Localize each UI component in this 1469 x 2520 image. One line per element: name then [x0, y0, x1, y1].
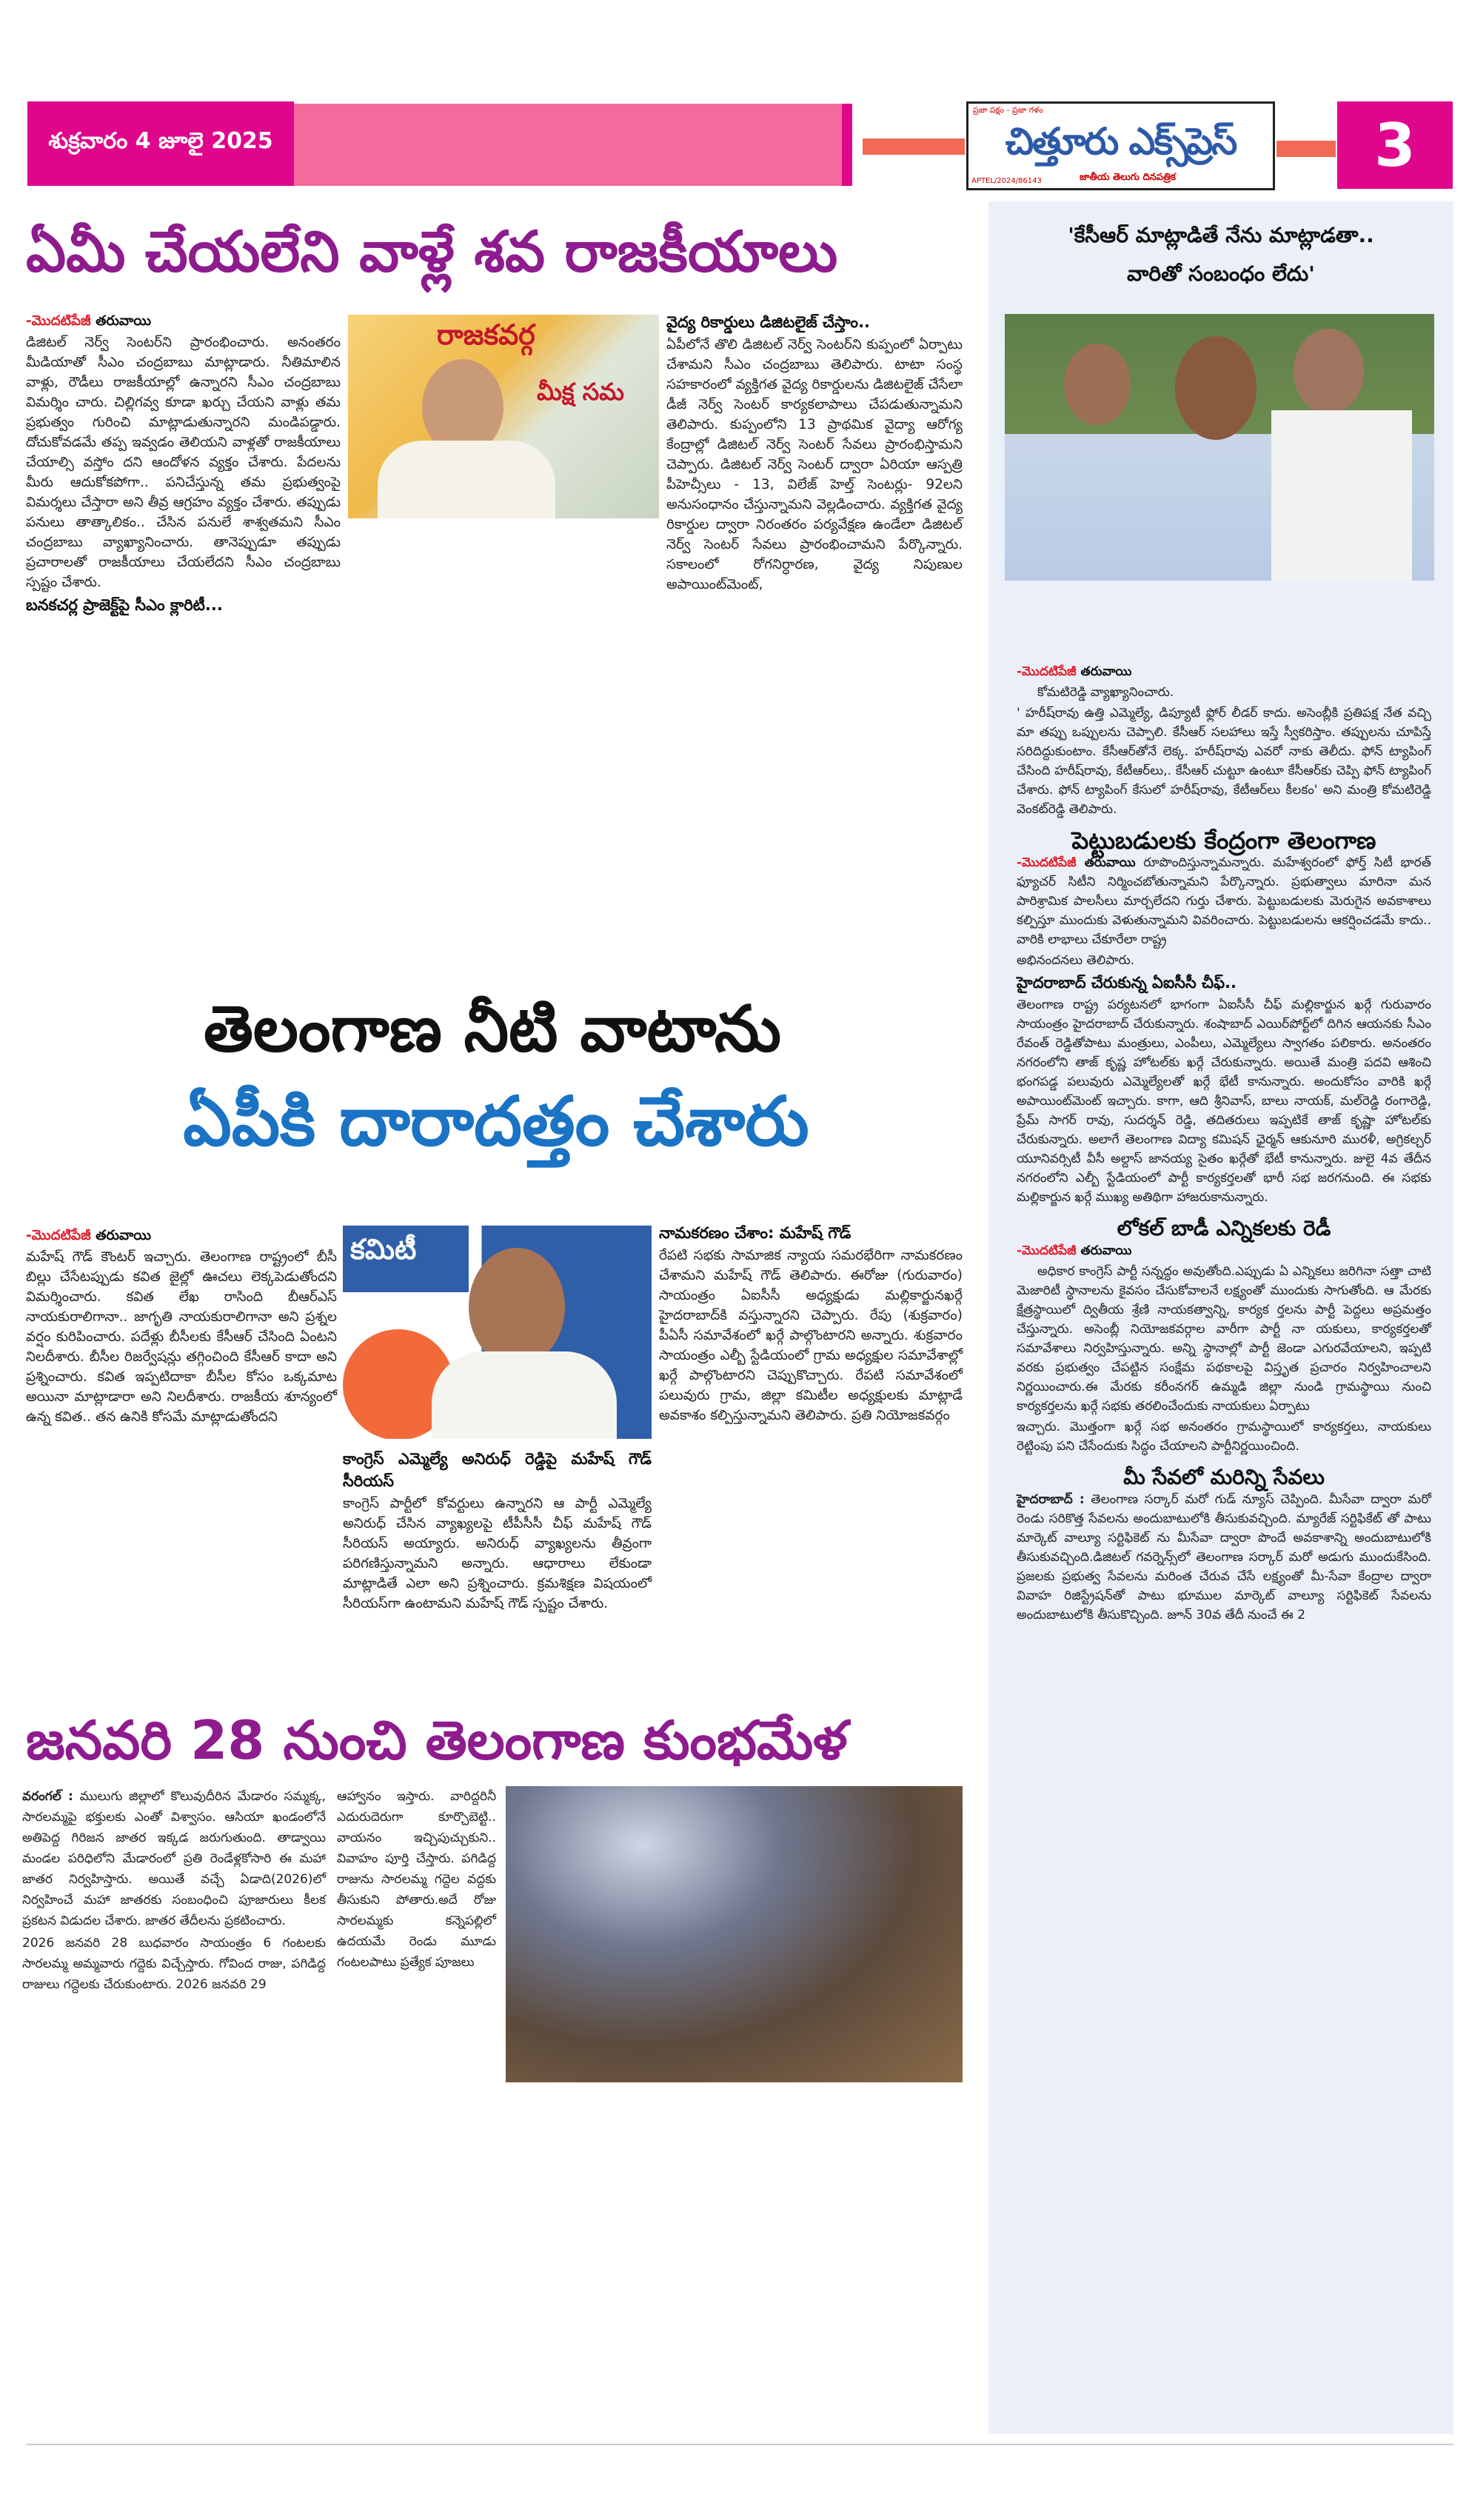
article2-text: మహేష్ గౌడ్ కౌంటర్ ఇచ్చారు. తెలంగాణ రాష్ట్రంలో బీసీ బిల్లు చేసేటప్పుడు కవిత జైల్లో ఊచలు లెక్కపెడుతోందని విమర్శించారు. కవిత లేఖ రాసింది బీఆర్ఎస్ నాయకురాలిగానా.. జాగృతి నాయకురాలిగానా అని ప్రశ్నల వర్షం కురిపించారు. పదేళ్లు బీసీలకు కేసీఆర్ చేసింది ఏంటని నిలదీశారు. బీసీల రిజర్వేషన్లు తగ్గించింది కేసీఆర్ కాదా అని ప్రశ్నించారు. కవిత ఇప్పటిదాకా బీసీల కోసం ఒక్కమాట అయినా మాట్లాడారా అని నిలదీశారు. రాజకీయ శూన్యంలో ఉన్న కవిత.. తన ఉనికి కోసమే మాట్లాడుతోందని [26, 1249, 337, 1425]
logo-registration: APTEL/2024/86143 [971, 177, 1042, 185]
person-head [1064, 344, 1131, 425]
article3-crowd-photo [506, 1786, 963, 2082]
article2-subhead: నామకరణం చేశాం: మహేష్ గౌడ్ [659, 1224, 851, 1242]
continued-label: -మొదటిపేజీ తరువాయి [1017, 1243, 1132, 1258]
article2-headline-line1: తెలంగాణ నీటి వాటాను [204, 992, 781, 1066]
photo-banner-text: మీక్ష సమ [537, 378, 625, 406]
article2-photo [343, 1226, 652, 1439]
article3-col1 [22, 1786, 326, 1996]
page-bottom-rule [26, 2444, 1453, 2445]
continued-label: -మొదటిపేజీ తరువాయి [26, 1228, 152, 1243]
continued-label: -మొదటిపేజీ తరువాయి [26, 313, 152, 329]
person-head [1175, 336, 1256, 440]
article1-subhead: వైద్య రికార్డులు డిజిటలైజ్ చేస్తాం.. [666, 313, 871, 331]
person-head [469, 1248, 565, 1366]
sidebar-text: -మొదటిపేజీ తరువాయి కోమటిరెడ్డి వ్యాఖ్యానించారు. ' హరీష్‌రావు ఉత్తి ఎమ్మెల్యే, డిప్యూటీ ఫ్లోర్ లీడర్ కాదు. అసెంబ్లీకి ప్రతిపక్ష నేత వచ్చి మా తప్పు ఒప్పులను చెప్పాలి. కేసీఆర్ సలహాలు ఇస్తే స్వీకరిస్తాం. తప్పులను చూపిస్తే సరిదిద్దుకుంటాం. కేసీఆర్‌తోనే లెక్క. హరీష్‌రావు ఎవరో నాకు తెలీదు. ఫోన్ ట్యాపింగ్ చేసింది హరీష్‌రావు, కేటీఆర్‌లు,. కేసీఆర్ చుట్టూ ఉంటూ కేసీఆర్‌కు చెప్పి ఫోన్ ట్యాపింగ్ చేశారు. ఫోన్ ట్యాపింగ్ కేసులో హరీష్‌రావు, కేటీఆర్‌లు కీలకం' అని మంత్రి కోమటిరెడ్డి వెంకట్‌రెడ్డి తెలిపారు. పెట్టుబడులకు కేంద్రంగా తెలంగాణ -మొదటిపేజీ తరువాయి రూపొందిస్తున్నామన్నారు. మహేశ్వరంలో ఫోర్త్ సిటీ భారత్ ఫ్యూచర్ సిటీని నిర్మించబోతున్నామని పేర్కొన్నారు. ప్రభుత్వాలు మారినా మన పారిశ్రామిక పాలసీలు మార్చలేదని గుర్తు చేశారు. పెట్టుబడులకు మెరుగైన అవకాశాలు కల్పిస్తూ ముందుకు వెళుతున్నామని వివరించారు. పెట్టుబడులను ఆకర్షించడమే కాదు.. వారికి లాభాలు చేకూరేలా రాష్ట్ర అభినందనలు తెలిపారు. హైదరాబాద్ చేరుకున్న ఏఐసీసీ చీఫ్.. తెలంగాణ రాష్ట్ర పర్యటనలో భాగంగా ఏఐసీసీ చీఫ్ మల్లికార్జున ఖర్గే గురువారం సాయంత్రం హైదరాబాద్ చేరుకున్నారు. శంషాబాద్ ఎయిర్‌పోర్ట్‌లో దిగిన ఆయనకు సీఎం రేవంత్ రెడ్డితోపాటు మంత్రులు, ఎంపీలు, ఎమ్మెల్యేలు స్వాగతం పలికారు. అనంతరం నగరంలోని తాజ్ కృష్ణ హోటల్‌కు ఖర్గే చేరుకున్నారు. అయితే మంత్రి పదవి ఆశించి భంగపడ్డ పలువురు ఎమ్మెల్యేలతో ఖర్గే భేటీ కానున్నారు. అందుకోసం వారికి ఖర్గే అపాయింట్‌మెంట్ ఇచ్చారు. కాగా, ఆది శ్రీనివాస్, బాలు నాయక్, మల్‌రెడ్డి రంగారెడ్డి, ప్రేమ్ సాగర్ రావు, సుదర్శన్ రెడ్డి, తదితరులు ఇప్పటికే తాజ్ కృష్ణా హోటల్‌కు చేరుకున్నారు. అలాగే తెలంగాణ విద్యా కమిషన్ ఛైర్మన్ ఆకునూరి మురళీ, అగ్రికల్చర్ యూనివర్సిటీ వీసీ అల్దాస్ జానయ్య సైతం ఖర్గేతో భేటీ కానున్నారు. జులై 4వ తేదీన నగరంలోని ఎల్బీ స్టేడియంలో పార్టీ కార్యకర్తలతో భారీ సభ జరగనుంది. ఈ సభకు మల్లికార్జున ఖర్గే ముఖ్య అతిథిగా హాజరుకానున్నారు. లోకల్ బాడీ ఎన్నికలకు రెడీ -మొదటిపేజీ తరువాయి అధికార కాంగ్రెస్ పార్టీ సన్నద్ధం అవుతోంది.ఎప్పుడు ఏ ఎన్నికలు జరిగినా సత్తా చాటి మెజారిటీ స్థానాలను కైవసం చేసుకోవాలనే లక్ష్యంతో ముందుకు సాగుతోంది. ఆ మేరకు క్షేత్రస్థాయిలో ద్వితీయ శ్రేణి నాయకత్వాన్ని, కార్యక ర్తలను పార్టీ పెద్దలు అప్రమత్తం చేస్తున్నారు. అసెంబ్లీ నియోజకవర్గాల వారీగా పార్టీ నా యకులు, కార్యకర్తలతో సమావేశాలు నిర్వహిస్తున్నారు. అన్ని స్థానాల్లో పార్టీ జెండా ఎగురవేయాలని, ఇప్పటి వరకు ప్రభుత్వం చేపట్టిన సంక్షేమ పథకాలపై విస్తృత ప్రచారం నిర్వహించాలని నిర్ణయించారు.ఈ మేరకు కరీంనగర్ ఉమ్మడి జిల్లా నుండి గ్రామస్థాయి నుంచి కార్యకర్తలను ఖర్గే సభకు తరలించేందుకు నాయకులు ఏర్పాటు ఇచ్చారు. మొత్తంగా ఖర్గే సభ అనంతరం గ్రామస్థాయిలో కార్యకర్తలు, నాయకులు రెట్టింపు పని చేసేందుకు సిద్ధం చేయాలని పార్టీనిర్ణయించింది. మీ సేవలో మరిన్ని సేవలు హైదరాబాద్ : తెలంగాణ సర్కార్ మరో గుడ్ న్యూస్ చెప్పింది. మీసేవా ద్వారా మరో రెండు సరికొత్త సేవలను అందుబాటులోకి తీసుకువచ్చింది. మ్యారేజ్ సర్టిఫికేట్ తో పాటు మార్కెట్ వాల్యూ సర్టిఫికెట్ ను మీసేవా ద్వారా పొందే అవకాశాన్ని అందుబాటులోకి తీసుకువచ్చింది.డిజిటల్ గవర్నెన్స్‌లో తెలంగాణ సర్కార్ మరో అడుగు ముందుకేసింది. ప్రజలకు ప్రభుత్వ సేవలను మరింత చేరువ చేసే లక్ష్యంతో మీ-సేవా కేంద్రాల ద్వారా వివాహ రిజిస్ట్రేషన్‌తో పాటు భూముల మార్కెట్ వాల్యూ సర్టిఫికెట్ సేవలను అందుబాటులోకి తీసుకొచ్చింది. జూన్ 30వ తేదీ నుంచే ఈ 2 [988, 581, 1453, 1625]
article1-subhead: బనకచర్ల ప్రాజెక్ట్‌పై సీఎం క్లారిటీ... [26, 596, 223, 614]
article1-text: ఏపీలోనే తొలి డిజిటల్ నెర్వ్ సెంటర్‌ని కుప్పంలో ఏర్పాటు చేశామని సీఎం చంద్రబాబు తెలిపారు. టాటా సంస్థ సహకారంలో వ్యక్తిగత వైద్య రికార్డులను డిజిటలైజ్ చేసేలా డీజీ నెర్వ్ సెంటర్ కార్యకలాపాలు చేపడుతున్నామని తెలిపారు. కుప్పంలోని 13 ప్రాథమిక వైద్యా ఆరోగ్య కేంద్రాల్లో డిజిటల్ నెర్వ్ సెంటర్ సేవలు ప్రారంభిస్తామని చెప్పారు. డిజిటల్ నెర్వ్ సెంటర్ ద్వారా ఏరియా ఆస్పత్రి పీహెచ్సీలు - 13, విలేజ్ హెల్త్ సెంటర్లు- 92లని అనుసంధానం చేస్తున్నామని వెల్లడించారు. వ్యక్తిగత వైద్య రికార్డుల ద్వారా నిరంతరం పర్యవేక్షణ ఉండేలా డిజిటల్ నెర్వ్ సెంటర్ సేవలు ప్రారంభించామని పేర్కొన్నారు. సకాలంలో రోగనిర్ధారణ, వైద్య నిపుణుల అపాయింట్‌మెంట్, [666, 337, 963, 592]
article1-col1 [26, 311, 341, 618]
logo-title: చిత్తూరు ఎక్స్‌ప్రెస్ [1005, 120, 1237, 163]
article2-col1 [26, 1226, 337, 1428]
page-number: 3 [1337, 101, 1453, 189]
article1-col3 [666, 311, 963, 596]
sidebar-subhead: హైదరాబాద్ చేరుకున్న ఏఐసీసీ చీఫ్.. [1017, 974, 1237, 992]
article1-headline: ఏమీ చేయలేని వాళ్లే శవ రాజకీయాలు [26, 218, 838, 284]
date-banner [27, 101, 294, 186]
article2-col3 [659, 1222, 963, 1427]
person-body [378, 441, 555, 518]
logo-tagline: జాతీయ తెలుగు దినపత్రిక [1080, 170, 1176, 185]
dateline: హైదరాబాద్ : [1017, 1492, 1085, 1507]
article3-text: 2026 జనవరి 28 బుధవారం సాయంత్రం 6 గంటలకు సారలమ్మ అమ్మవారు గద్దెకు విచ్చేస్తారు. గోవింద రాజు, పగిడిద్ద రాజులు గద్దెలకు చేరుకుంటారు. 2026 జనవరి 29 [22, 1936, 326, 1992]
photo-caption: కాంగ్రెస్ ఎమ్మెల్యే అనిరుధ్ రెడ్డిపై మహేష్ గౌడ్ సీరియస్ [343, 1450, 652, 1490]
article3-col2 [337, 1786, 496, 1974]
sidebar-photo [1005, 314, 1434, 581]
header-band [294, 104, 852, 186]
logo-top-line: ప్రజా పక్షం - ప్రజా గళం [973, 105, 1043, 115]
article2-headline-line2: ఏపీకి దారాదత్తం చేశారు [183, 1082, 809, 1161]
sidebar [988, 201, 1453, 2434]
photo-banner-text: కమిటీ [343, 1226, 469, 1292]
issue-date: శుక్రవారం 4 జూలై 2025 [48, 128, 273, 154]
person-body [432, 1351, 617, 1439]
article1-photo [348, 315, 659, 518]
person-body [1271, 410, 1412, 581]
header-connector [863, 138, 965, 155]
article1-text: డిజిటల్ నెర్వ్ సెంటర్‌ని ప్రారంభించారు. అనంతరం మీడియాతో సీఎం చంద్రబాబు మాట్లాడారు. నీతిమాలిన వాళ్లు, రౌడీలు రాజకీయాల్లో ఉన్నారని సీఎం చంద్రబాబు విమర్శిం చారు. చిల్లిగవ్వ కూడా ఖర్చు చేయని వాళ్లు తమ ప్రభుత్వం గురించి మాట్లాడుతున్నారని మండిపడ్డారు. దోచుకోవడమే తప్ప ఇవ్వడం తెలియని వాళ్లతో రాజకీయాలు చేయాల్సి వస్తోం దని ఆందోళన వ్యక్తం చేశారు. పేదలను మీరు ఆదుకోకపోగా.. పనిచేస్తున్న తమ ప్రభుత్వంపై విమర్శలు చేస్తారా అని తీవ్ర ఆగ్రహం వ్యక్తం చేశారు. తప్పుడు పనులు తాత్కాలికం.. చేసిన పనులే శాశ్వతమని సీఎం చంద్రబాబు వ్యాఖ్యానించారు. తానెప్పుడూ తప్పుడు ప్రచారాలతో రాజకీయాలు చేయలేదని సీఎం చంద్రబాబు స్పష్టం చేశారు. [26, 335, 341, 590]
article2-text: రేపటి సభకు సామాజిక న్యాయ సమరభేరిగా నామకరణం చేశామని మహేష్ గౌడ్ తెలిపారు. ఈరోజు (గురువారం) సాయంత్రం ఏఐసీసీ అధ్యక్షుడు మల్లికార్జునఖర్గే హైదరాబాద్‌కి వస్తున్నారని చెప్పారు. రేపు (శుక్రవారం) పీఏసీ సమావేశంలో ఖర్గే పాల్గొంటారని అన్నారు. శుక్రవారం సాయంత్రం ఎల్బీ స్టేడియంలో గ్రామ అధ్యక్షుల సమావేశాల్లో ఖర్గే పాల్గొంటారని చెప్పుకొచ్చారు. రేపటి సమావేశంలో పలువురు గ్రామ, జిల్లా కమిటీల అధ్యక్షులకు మాట్లాడే అవకాశం కల్పిస్తున్నామని తెలిపారు. ప్రతి నియోజకవర్గం [659, 1248, 963, 1423]
person-head [1294, 329, 1364, 414]
article3-text: ఆహ్వానం ఇస్తారు. వారిద్దరినీ ఎదురుదెరుగా కూర్చొబెట్టి.. వాయనం ఇచ్చిపుచ్చుకుని.. వివాహం పూర్తి చేస్తారు. పగిడిద్ద రాజును సారలమ్మ గద్దెల వద్దకు తీసుకుని పోతారు.అదే రోజు సారలమ్మకు కన్నెపల్లిలో ఉదయమే రెండు మూడు గంటలపాటు ప్రత్యేక పూజలు [337, 1789, 496, 1970]
article3-headline: జనవరి 28 నుంచి తెలంగాణ కుంభమేళ [26, 1709, 848, 1771]
continued-label: -మొదటిపేజీ తరువాయి [1017, 664, 1132, 679]
sidebar-subhead: లోకల్ బాడీ ఎన్నికలకు రెడీ [1117, 1216, 1331, 1240]
photo-banner-text: రాజకవర్గ [437, 318, 535, 351]
sidebar-subhead: పెట్టుబడులకు కేంద్రంగా తెలంగాణ [1071, 826, 1376, 855]
dateline: వరంగల్ : [22, 1789, 73, 1804]
article2-text: కాంగ్రెస్ పార్టీలో కోవర్టులు ఉన్నారని ఆ పార్టీ ఎమ్మెల్యే అనిరుధ్ చేసిన వ్యాఖ్యలపై టీపీసీసీ చీఫ్ మహేష్ గౌడ్ సీరియస్ అయ్యారు. అనిరుధ్ వ్యాఖ్యలను తీవ్రంగా పరిగణిస్తున్నామని అన్నారు. ఆధారాలు లేకుండా మాట్లాడితే ఎలా అని ప్రశ్నించారు. క్రమశిక్షణ విషయంలో సీరియస్‌గా ఉంటామని మహేష్ గౌడ్ స్పష్టం చేశారు. [343, 1496, 652, 1611]
sidebar-headline: 'కేసీఆర్ మాట్లాడితే నేను మాట్లాడతా.. వారితో సంబంధం లేదు' [1068, 223, 1374, 286]
article2-col2 [343, 1448, 652, 1615]
continued-label: -మొదటిపేజీ తరువాయి [1017, 855, 1136, 870]
article3-text: ములుగు జిల్లాలో కొలువుదీరిన మేడారం సమ్మక్క, సారలమ్మపై భక్తులకు ఎంతో విశ్వాసం. ఆసియా ఖండంలోనే అతిపెద్ద గిరిజన జాతర ఇక్కడ జరుగుతుంది. తాడ్వాయి మండల పరిధిలోని మేడారంలో ప్రతి రెండేళ్లకోసారి ఈ మహా జాతర నిర్వహిస్తారు. అయితే వచ్చే ఏడాది(2026)లో నిర్వహించే మహా జాతరకు సంబంధించి పూజారులు కీలక ప్రకటన విడుదల చేశారు. జాతర తేదీలను ప్రకటించారు. [22, 1789, 327, 1928]
newspaper-logo [966, 101, 1275, 190]
header-connector [1276, 141, 1336, 157]
sidebar-subhead: మీ సేవలో మరిన్ని సేవలు [1123, 1465, 1325, 1489]
